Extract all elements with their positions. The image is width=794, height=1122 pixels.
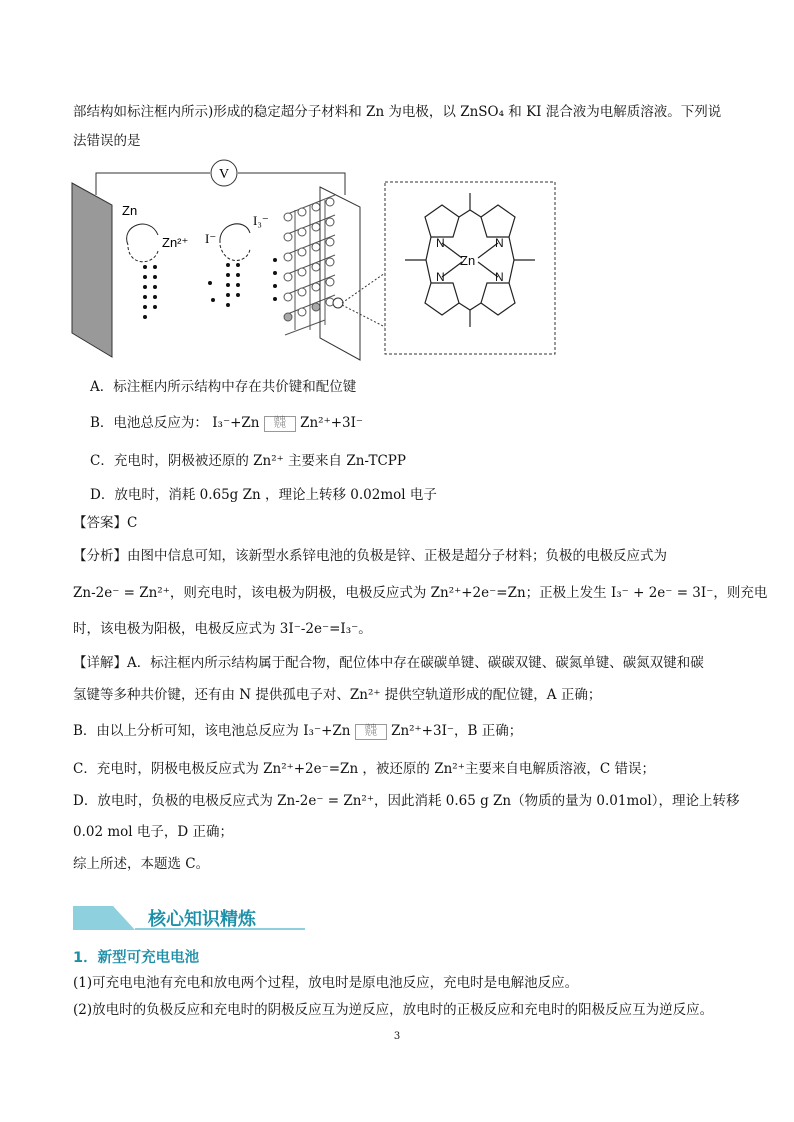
n-label-2: N [495, 236, 504, 250]
section-title: 核心知识精炼 [148, 909, 256, 930]
answer: 【答案】C [73, 515, 138, 531]
detail-line-7: 综上所述，本题选 C。 [73, 856, 210, 872]
detail-line-4: C．充电时，阴极电极反应式为 Zn²⁺+2e⁻=Zn ，被还原的 Zn²⁺主要来自电解质溶液，C 错误； [73, 761, 655, 777]
section-paragraph-2: (2)放电时的负极反应和充电时的阴极反应互为逆反应，放电时的正极反应和充电时的阳极反应互为逆反应。 [73, 1002, 714, 1018]
section-paragraph-1: (1)可充电电池有充电和放电两个过程，放电时是原电池反应，充电时是电解池反应。 [73, 975, 579, 991]
detail-line-2: 氢键等多种共价键，还有由 N 提供孤电子对、Zn²⁺ 提供空轨道形成的配位键，A 正确； [73, 687, 602, 703]
option-a: A．标注框内所示结构中存在共价键和配位键 [90, 379, 357, 395]
n-label-4: N [495, 270, 504, 284]
zn2-label: Zn²⁺ [162, 235, 189, 250]
detail-line-6: 0.02 mol 电子，D 正确； [73, 824, 234, 840]
page-number: 3 [393, 1031, 401, 1042]
analysis-line-3: 时，该电极为阳极，电极反应式为 3I⁻-2e⁻=I₃⁻。 [73, 621, 372, 637]
zn-center-label: Zn [460, 253, 476, 268]
reversible-arrow-icon-2: 放电 充电 [355, 724, 387, 740]
intro-line-2: 法错误的是 [73, 133, 141, 149]
option-b-prefix: B．电池总反应为： [90, 415, 208, 431]
n-label-3: N [436, 270, 445, 284]
i-minus-label: I⁻ [205, 231, 217, 246]
option-b-eq-right: Zn²⁺+3I⁻ [300, 415, 364, 431]
analysis-line-1: 【分析】由图中信息可知，该新型水系锌电池的负极是锌、正极是超分子材料；负极的电极反应式为 [73, 548, 667, 564]
option-d: D．放电时，消耗 0.65g Zn ，理论上转移 0.02mol 电子 [90, 487, 437, 503]
option-b-eq-left: I₃⁻+Zn [212, 415, 260, 431]
voltmeter-label: V [218, 167, 230, 182]
option-b [90, 414, 363, 432]
zn-label: Zn [122, 203, 138, 218]
zn-ion-dots [143, 265, 157, 319]
zn-electrode [72, 183, 112, 357]
battery-figure [70, 155, 570, 365]
detail-line-3: B．由以上分析可知，该电池总反应为 I₃⁻+Zn 放电 充电 Zn²⁺+3I⁻，B 正确； [73, 723, 523, 739]
analysis-line-2: Zn-2e⁻ = Zn²⁺，则充电时，该电极为阴极，电极反应式为 Zn²⁺+2e⁻=Zn；正极上发生 I₃⁻ + 2e⁻ = 3I⁻，则充电 [73, 585, 768, 601]
detail-line-1: 【详解】A．标注框内所示结构属于配合物，配位体中存在碳碳单键、碳碳双键、碳氮单键、碳氮双键和碳 [73, 655, 704, 671]
supramolecular-lattice [284, 195, 335, 335]
section-subtitle: 1．新型可充电电池 [73, 950, 200, 966]
n-label-1: N [436, 236, 445, 250]
detail-line-5: D．放电时，负极的电极反应式为 Zn-2e⁻ = Zn²⁺，因此消耗 0.65 g Zn（物质的量为 0.01mol），理论上转移 [73, 793, 740, 809]
iodide-dots [208, 258, 277, 307]
intro-line-1: 部结构如标注框内所示)形成的稳定超分子材料和 Zn 为电极，以 ZnSO₄ 和 KI 混合液为电解质溶液。下列说 [73, 104, 722, 120]
i3-label: I₃⁻ [253, 213, 269, 228]
cathode-electrode [320, 187, 360, 360]
option-c: C．充电时，阴极被还原的 Zn²⁺ 主要来自 Zn-TCPP [90, 453, 406, 469]
reversible-arrow-icon: 放电 充电 [264, 416, 296, 432]
